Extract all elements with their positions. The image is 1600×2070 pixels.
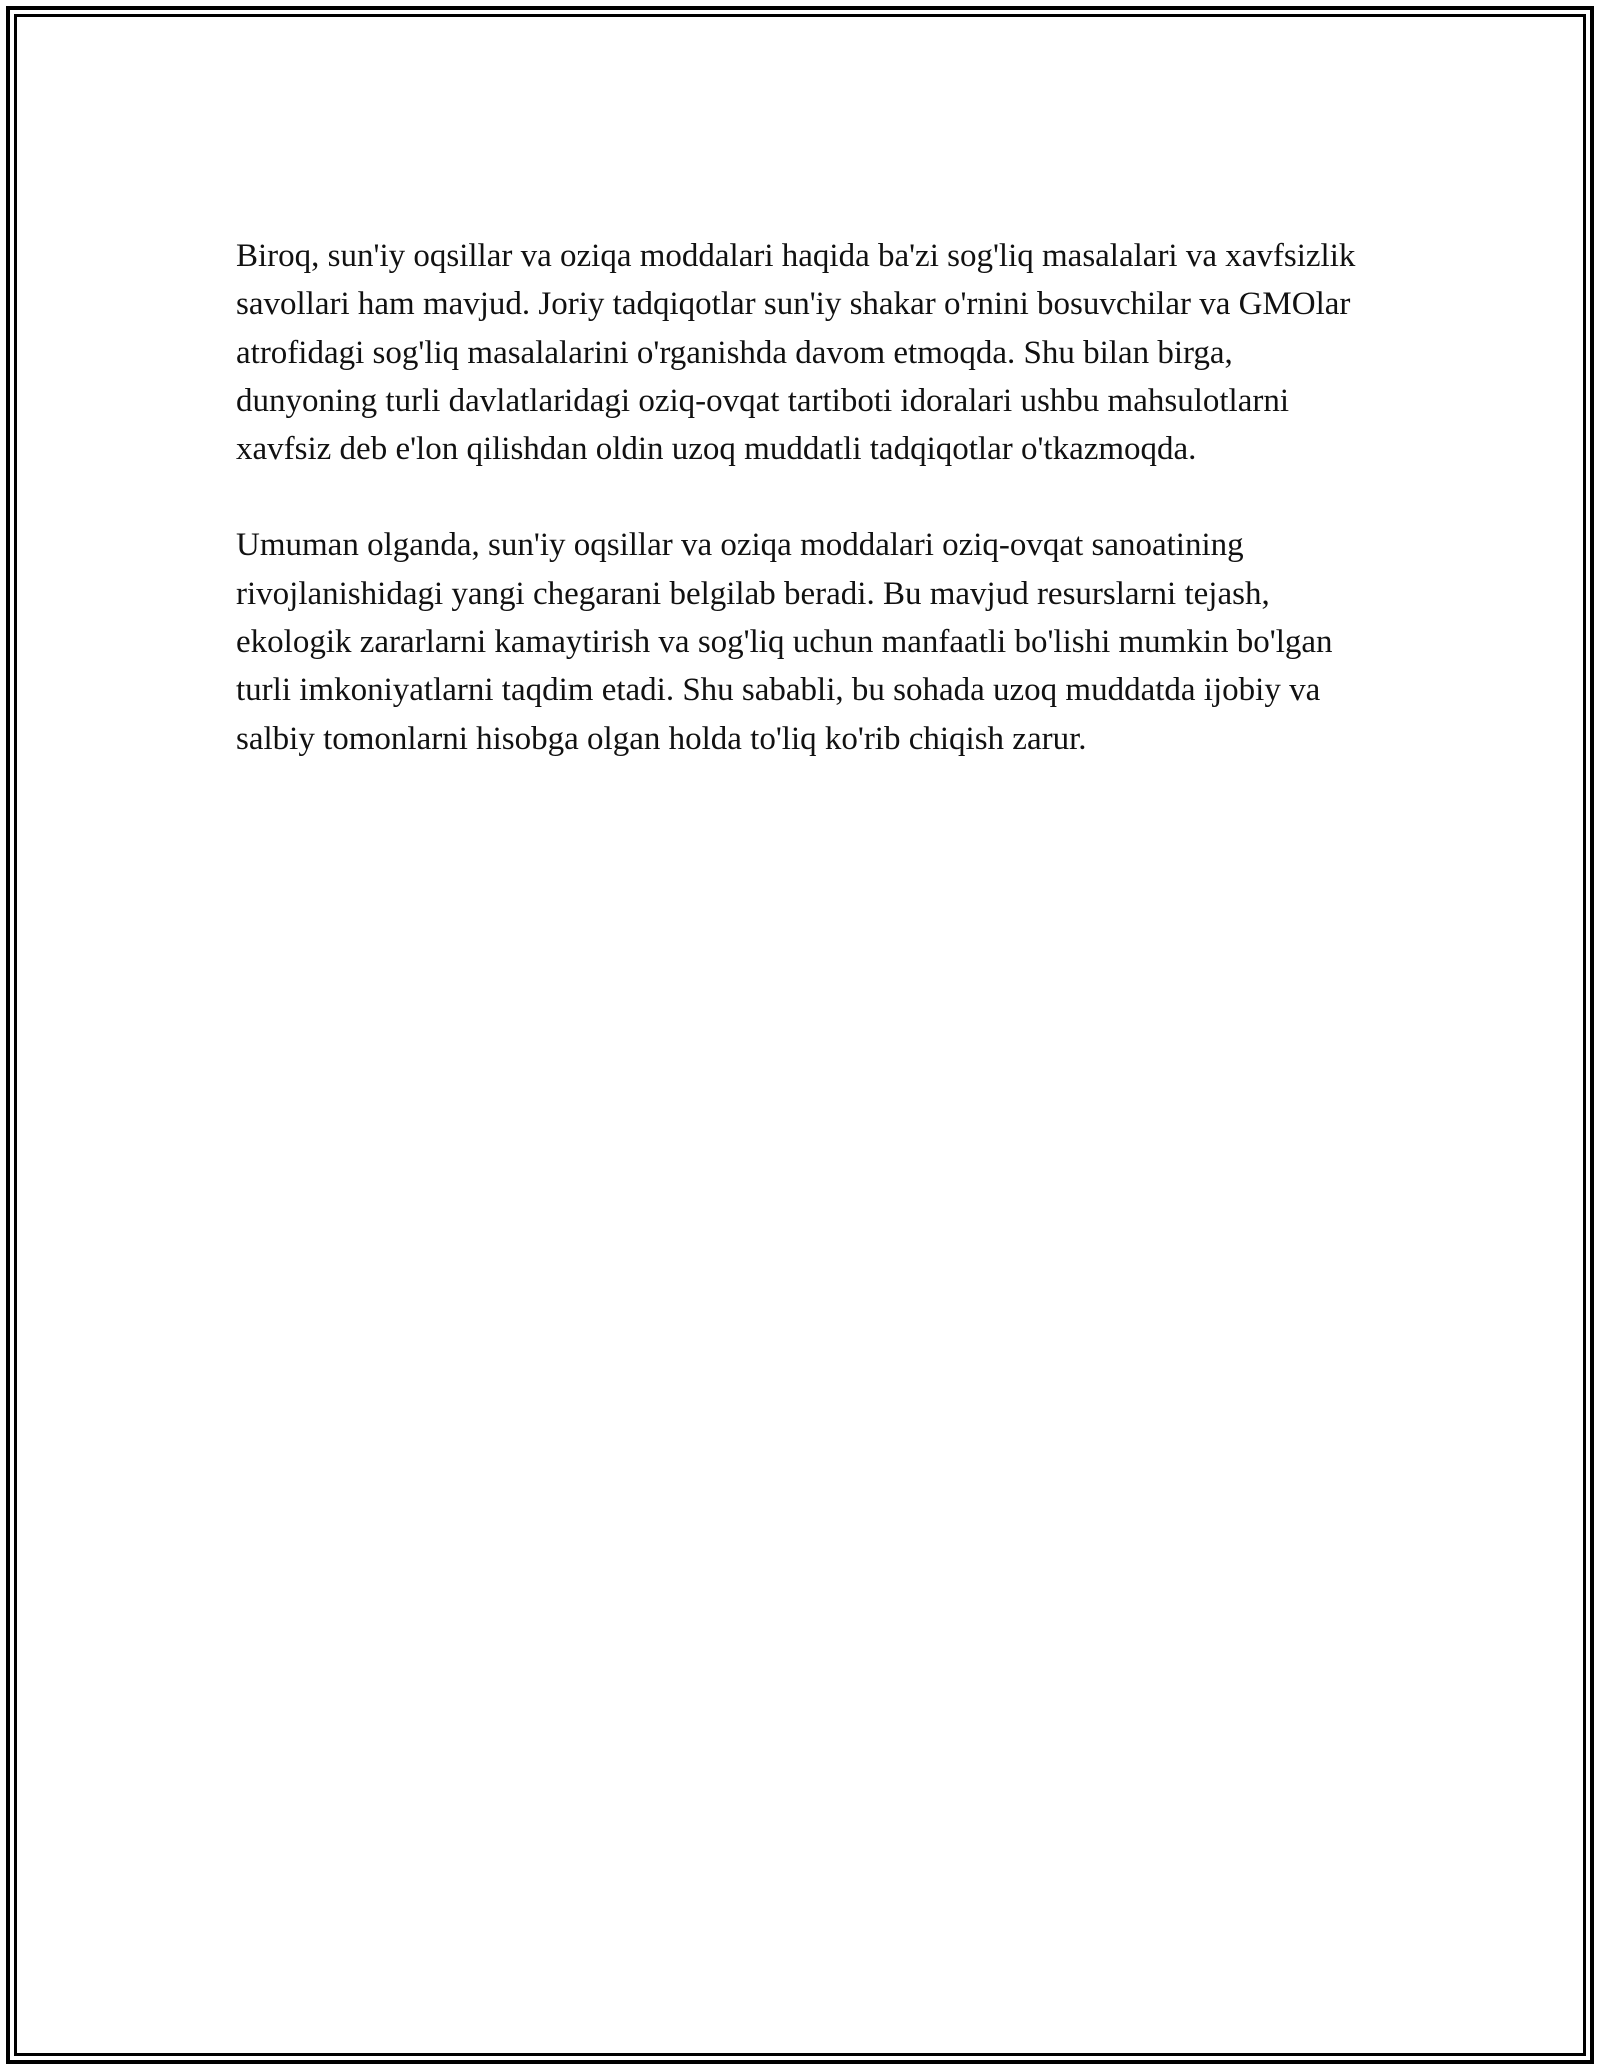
paragraph-2: Umuman olganda, sun'iy oqsillar va oziqa moddalari oziq-ovqat sanoatining rivojlanishidagi yangi chegarani belgilab beradi. Bu mavjud resurslarni tejash, ekologik zararlarni kamaytirish va sog'liq uchun manfaatli bo'lishi mumkin bo'lgan turli imkoniyatlarni taqdim etadi. Shu sababli, bu sohada uzoq muddatda ijobiy va salbiy tomonlarni hisobga olgan holda to'liq ko'rib chiqish zarur. [236,527,1333,757]
paragraph-1: Biroq, sun'iy oqsillar va oziqa moddalari haqida ba'zi sog'liq masalalari va xavfsizlik savollari ham mavjud. Joriy tadqiqotlar sun'iy shakar o'rnini bosuvchilar va GMOlar atrofidagi sog'liq masalalarini o'rganishda davom etmoqda. Shu bilan birga, dunyoning turli davlatlaridagi oziq-ovqat tartiboti idoralari ushbu mahsulotlarni xavfsiz deb e'lon qilishdan oldin uzoq muddatli tadqiqotlar o'tkazmoqda. [236,238,1356,468]
document-body [236,232,1366,763]
